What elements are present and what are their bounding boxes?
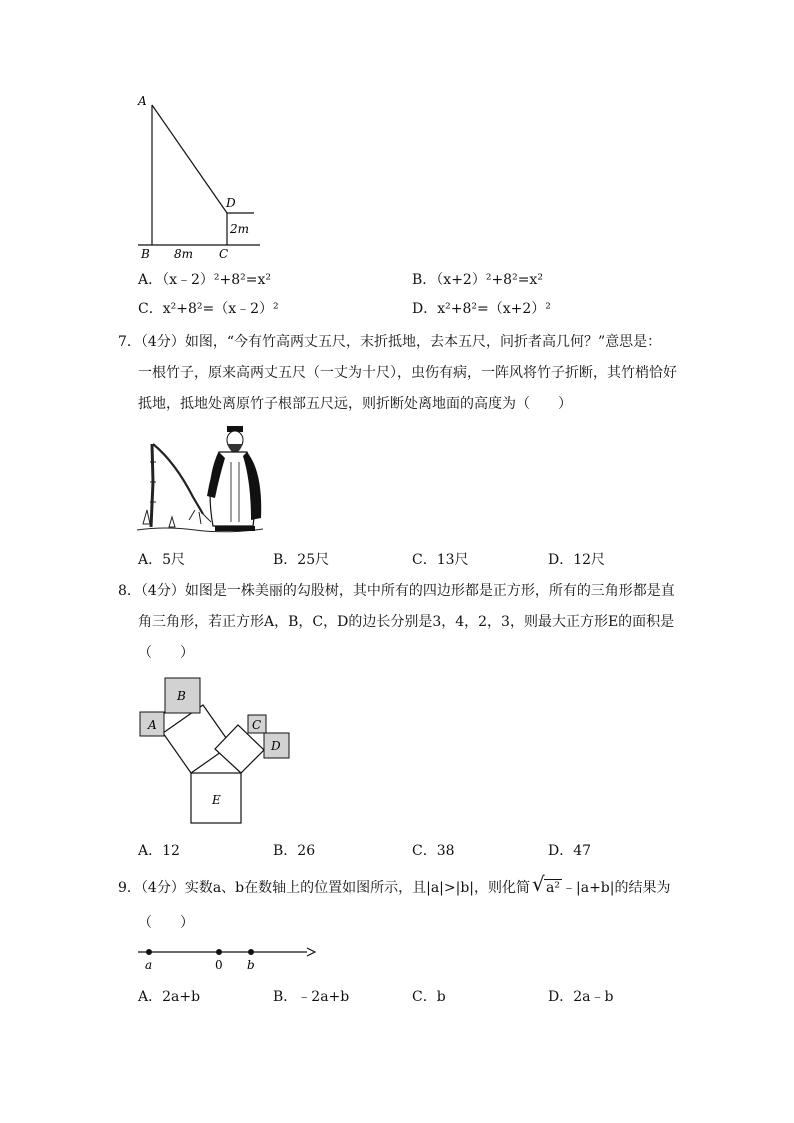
q9-stem-line-1 [118, 872, 671, 898]
q6-option-b-text: （x+2）²+8²=x² [436, 272, 543, 288]
q9-point-a [146, 949, 152, 955]
q8-option-d-letter: D． [548, 843, 574, 859]
q6-option-a-letter: A． [138, 272, 163, 288]
q9-option-c-letter: C． [412, 989, 437, 1005]
q9-option-a-letter: A． [138, 989, 163, 1005]
q9-option-d[interactable] [548, 987, 613, 1007]
q8-option-b-letter: B． [273, 843, 298, 859]
q8-label-d: D [271, 739, 281, 753]
q9-stem-suffix: ﹣|a+b|的结果为 [562, 880, 671, 896]
q8-stem-line-1: 8．（4分）如图是一株美丽的勾股树，其中所有的四边形都是正方形，所有的三角形都是直 [118, 583, 675, 599]
q8-stem-line-3: （ ） [138, 645, 194, 661]
q6-option-a-text: （x﹣2）²+8²=x² [162, 272, 272, 288]
q6-label-cd: 2m [230, 222, 250, 236]
q7-option-b-letter: B． [273, 552, 298, 568]
q9-option-d-letter: D． [548, 989, 574, 1005]
q6-label-bc: 8m [174, 247, 194, 261]
q7-option-a-text: 5尺 [162, 552, 186, 568]
q9-stem-prefix: 9．（4分）实数a、b在数轴上的位置如图所示，且|a|>|b|，则化简 [118, 880, 531, 896]
q9-option-b[interactable] [273, 987, 349, 1007]
q6-option-c-text: x²+8²=（x﹣2）² [162, 301, 279, 317]
q6-option-b-letter: B． [412, 272, 437, 288]
q9-option-b-letter: B． [273, 989, 298, 1005]
q6-option-d-text: x²+8²=（x+2）² [437, 301, 551, 317]
q8-option-d-text: 47 [573, 843, 592, 859]
q8-stem-line-2: 角三角形，若正方形A，B，C，D的边长分别是3，4，2，3，则最大正方形E的面积是 [138, 614, 675, 630]
q9-point-b [248, 949, 254, 955]
q7-option-d-text: 12尺 [573, 552, 606, 568]
q7-stem-line-3: 抵地，抵地处离原竹子根部五尺远，则折断处离地面的高度为（ ） [138, 396, 572, 412]
q8-option-b[interactable] [273, 841, 315, 861]
q7-stem-line-2: 一根竹子，原来高两丈五尺（一丈为十尺），虫伤有病，一阵风将竹子折断，其竹梢恰好 [138, 365, 677, 381]
q6-label-d: D [226, 196, 236, 210]
q6-option-c-letter: C． [138, 301, 163, 317]
q9-option-d-text: 2a﹣b [573, 989, 614, 1005]
q9-axis-arrow-icon [307, 948, 315, 956]
q6-label-c: C [219, 247, 229, 261]
q9-sqrt-sign: √ [532, 872, 545, 896]
q8-label-a: A [148, 718, 157, 732]
q7-option-c-letter: C． [412, 552, 437, 568]
q7-option-a[interactable] [138, 550, 185, 570]
q8-label-e: E [212, 793, 221, 807]
q9-label-b: b [247, 958, 255, 972]
q7-option-c[interactable] [412, 550, 469, 570]
q9-option-b-text: ﹣2a+b [297, 989, 350, 1005]
q6-option-b[interactable] [412, 270, 543, 290]
q9-option-a-text: 2a+b [162, 989, 201, 1005]
q8-option-a-text: 12 [162, 843, 180, 859]
q8-option-c[interactable] [412, 841, 455, 861]
q7-scholar-figure [207, 426, 261, 531]
q9-sqrt-body: a² [546, 880, 560, 896]
q9-point-zero [216, 949, 222, 955]
q7-bamboo-illustration [135, 422, 265, 537]
q9-number-line [135, 940, 320, 976]
q6-label-b: B [141, 247, 150, 261]
q7-option-d[interactable] [548, 550, 605, 570]
q7-stem-line-1: 7．（4分）如图，“今有竹高两丈五尺，末折抵地，去本五尺，问折者高几何？”意思是： [118, 334, 662, 350]
q8-option-b-text: 26 [297, 843, 316, 859]
q7-bamboo-stalk [151, 444, 153, 527]
q9-option-c[interactable] [412, 987, 446, 1007]
q8-label-b: B [177, 689, 186, 703]
q6-label-a: A [138, 94, 147, 108]
q6-figure [130, 90, 270, 265]
q9-option-c-text: b [436, 989, 446, 1005]
q6-segment-ad [152, 105, 227, 213]
q9-stem-line-2: （ ） [138, 915, 194, 931]
q8-label-c: C [252, 718, 262, 732]
q8-pythagorean-tree [135, 672, 295, 830]
q7-option-b-text: 25尺 [297, 552, 330, 568]
q9-sqrt [532, 872, 562, 898]
q8-option-d[interactable] [548, 841, 591, 861]
q7-option-d-letter: D． [548, 552, 574, 568]
q8-option-c-letter: C． [412, 843, 437, 859]
q9-option-a[interactable] [138, 987, 200, 1007]
q7-bamboo-broken-top [153, 444, 203, 514]
q8-option-a-letter: A． [138, 843, 163, 859]
q7-option-a-letter: A． [138, 552, 163, 568]
q9-label-a: a [145, 958, 153, 972]
q7-option-b[interactable] [273, 550, 329, 570]
q8-option-a[interactable] [138, 841, 180, 861]
q7-option-c-text: 13尺 [436, 552, 469, 568]
q6-option-d[interactable] [412, 299, 551, 319]
q6-option-d-letter: D． [412, 301, 438, 317]
q6-option-a[interactable] [138, 270, 271, 290]
q8-option-c-text: 38 [436, 843, 455, 859]
q6-option-c[interactable] [138, 299, 279, 319]
q8-square-left-middle [163, 705, 231, 773]
q9-label-zero: 0 [215, 958, 223, 972]
